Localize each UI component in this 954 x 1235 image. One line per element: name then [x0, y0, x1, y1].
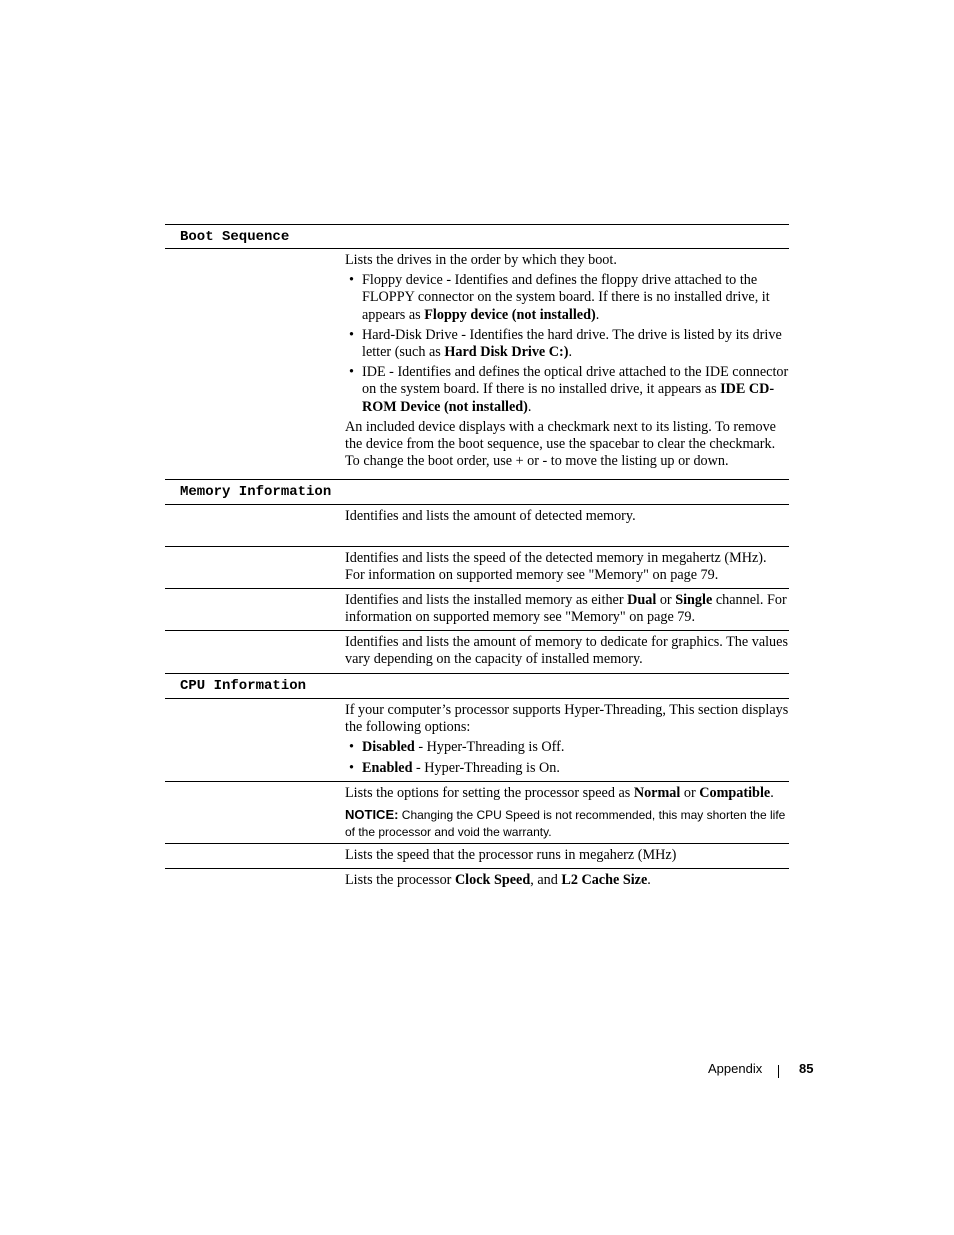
list-item: • Enabled - Hyper-Threading is On.	[345, 760, 789, 777]
table-row-memory-speed	[165, 547, 789, 589]
description-text: Identifies and lists the installed memory as either Dual or Single channel. For information on supported memory see "Memory" on page 79.	[345, 592, 787, 626]
section-header-memory-information	[165, 480, 789, 505]
bullet-list	[345, 272, 789, 416]
description-text: Lists the processor Clock Speed, and L2 Cache Size.	[345, 872, 651, 888]
page-number: 85	[799, 1061, 814, 1076]
table-row-cpu-info	[165, 869, 789, 895]
option-cell	[165, 249, 345, 479]
description-cell	[345, 782, 789, 843]
table-row-memory-channel	[165, 589, 789, 631]
description-cell	[345, 249, 789, 479]
table-row-memory-amount	[165, 505, 789, 547]
table-row-boot-sequence	[165, 249, 789, 480]
footer-divider	[778, 1065, 779, 1078]
description-cell	[345, 547, 789, 588]
description-cell	[345, 631, 789, 673]
description-text: Identifies and lists the amount of memory to dedicate for graphics. The values vary depending on the capacity of installed memory.	[345, 634, 788, 668]
page-footer	[708, 1061, 818, 1081]
footer-section-name: Appendix	[708, 1061, 763, 1076]
section-title: Memory Information	[180, 484, 332, 500]
list-item: • Disabled - Hyper-Threading is Off.	[345, 739, 789, 756]
description-text: Identifies and lists the amount of detected memory.	[345, 508, 636, 524]
description-text: An included device displays with a checkmark next to its listing. To remove the device from the boot sequence, use the spacebar to clear the checkmark. To change the boot order, use + or - to move the listing up or down.	[345, 418, 776, 470]
description-cell	[345, 844, 789, 868]
table-row-cpu-clock	[165, 844, 789, 869]
description-cell	[345, 589, 789, 630]
description-text: Identifies and lists the speed of the detected memory in megahertz (MHz). For information on supported memory see "Memory" on page 79.	[345, 550, 767, 584]
settings-table	[165, 224, 789, 895]
description-text: If your computer’s processor supports Hyper-Threading, This section displays the following options:	[345, 702, 789, 736]
table-row-memory-graphics	[165, 631, 789, 674]
table-row-hyper-threading	[165, 699, 789, 782]
bullet-list	[345, 739, 789, 776]
list-item: • Hard-Disk Drive - Identifies the hard drive. The drive is listed by its drive letter (such as Hard Disk Drive C:).	[345, 327, 789, 361]
list-item: • Floppy device - Identifies and defines the floppy drive attached to the FLOPPY connector on the system board. If there is no installed drive, it appears as Floppy device (not installed).	[345, 272, 789, 324]
list-item: • IDE - Identifies and defines the optical drive attached to the IDE connector on the system board. If there is no installed drive, it appears as IDE CD-ROM Device (not installed).	[345, 364, 789, 416]
section-header-boot-sequence	[165, 224, 789, 249]
description-text: Lists the speed that the processor runs in megaherz (MHz)	[345, 847, 677, 863]
section-header-cpu-information	[165, 674, 789, 699]
description-cell	[345, 505, 789, 546]
description-text: Lists the options for setting the processor speed as Normal or Compatible.	[345, 785, 774, 801]
section-title: CPU Information	[180, 678, 307, 694]
section-title: Boot Sequence	[180, 229, 290, 245]
description-cell	[345, 869, 789, 895]
description-text: Lists the drives in the order by which they boot.	[345, 252, 617, 268]
table-row-cpu-speed-options	[165, 782, 789, 844]
description-cell	[345, 699, 789, 781]
notice-text: NOTICE: Changing the CPU Speed is not recommended, this may shorten the life of the processor and void the warranty.	[345, 807, 786, 840]
